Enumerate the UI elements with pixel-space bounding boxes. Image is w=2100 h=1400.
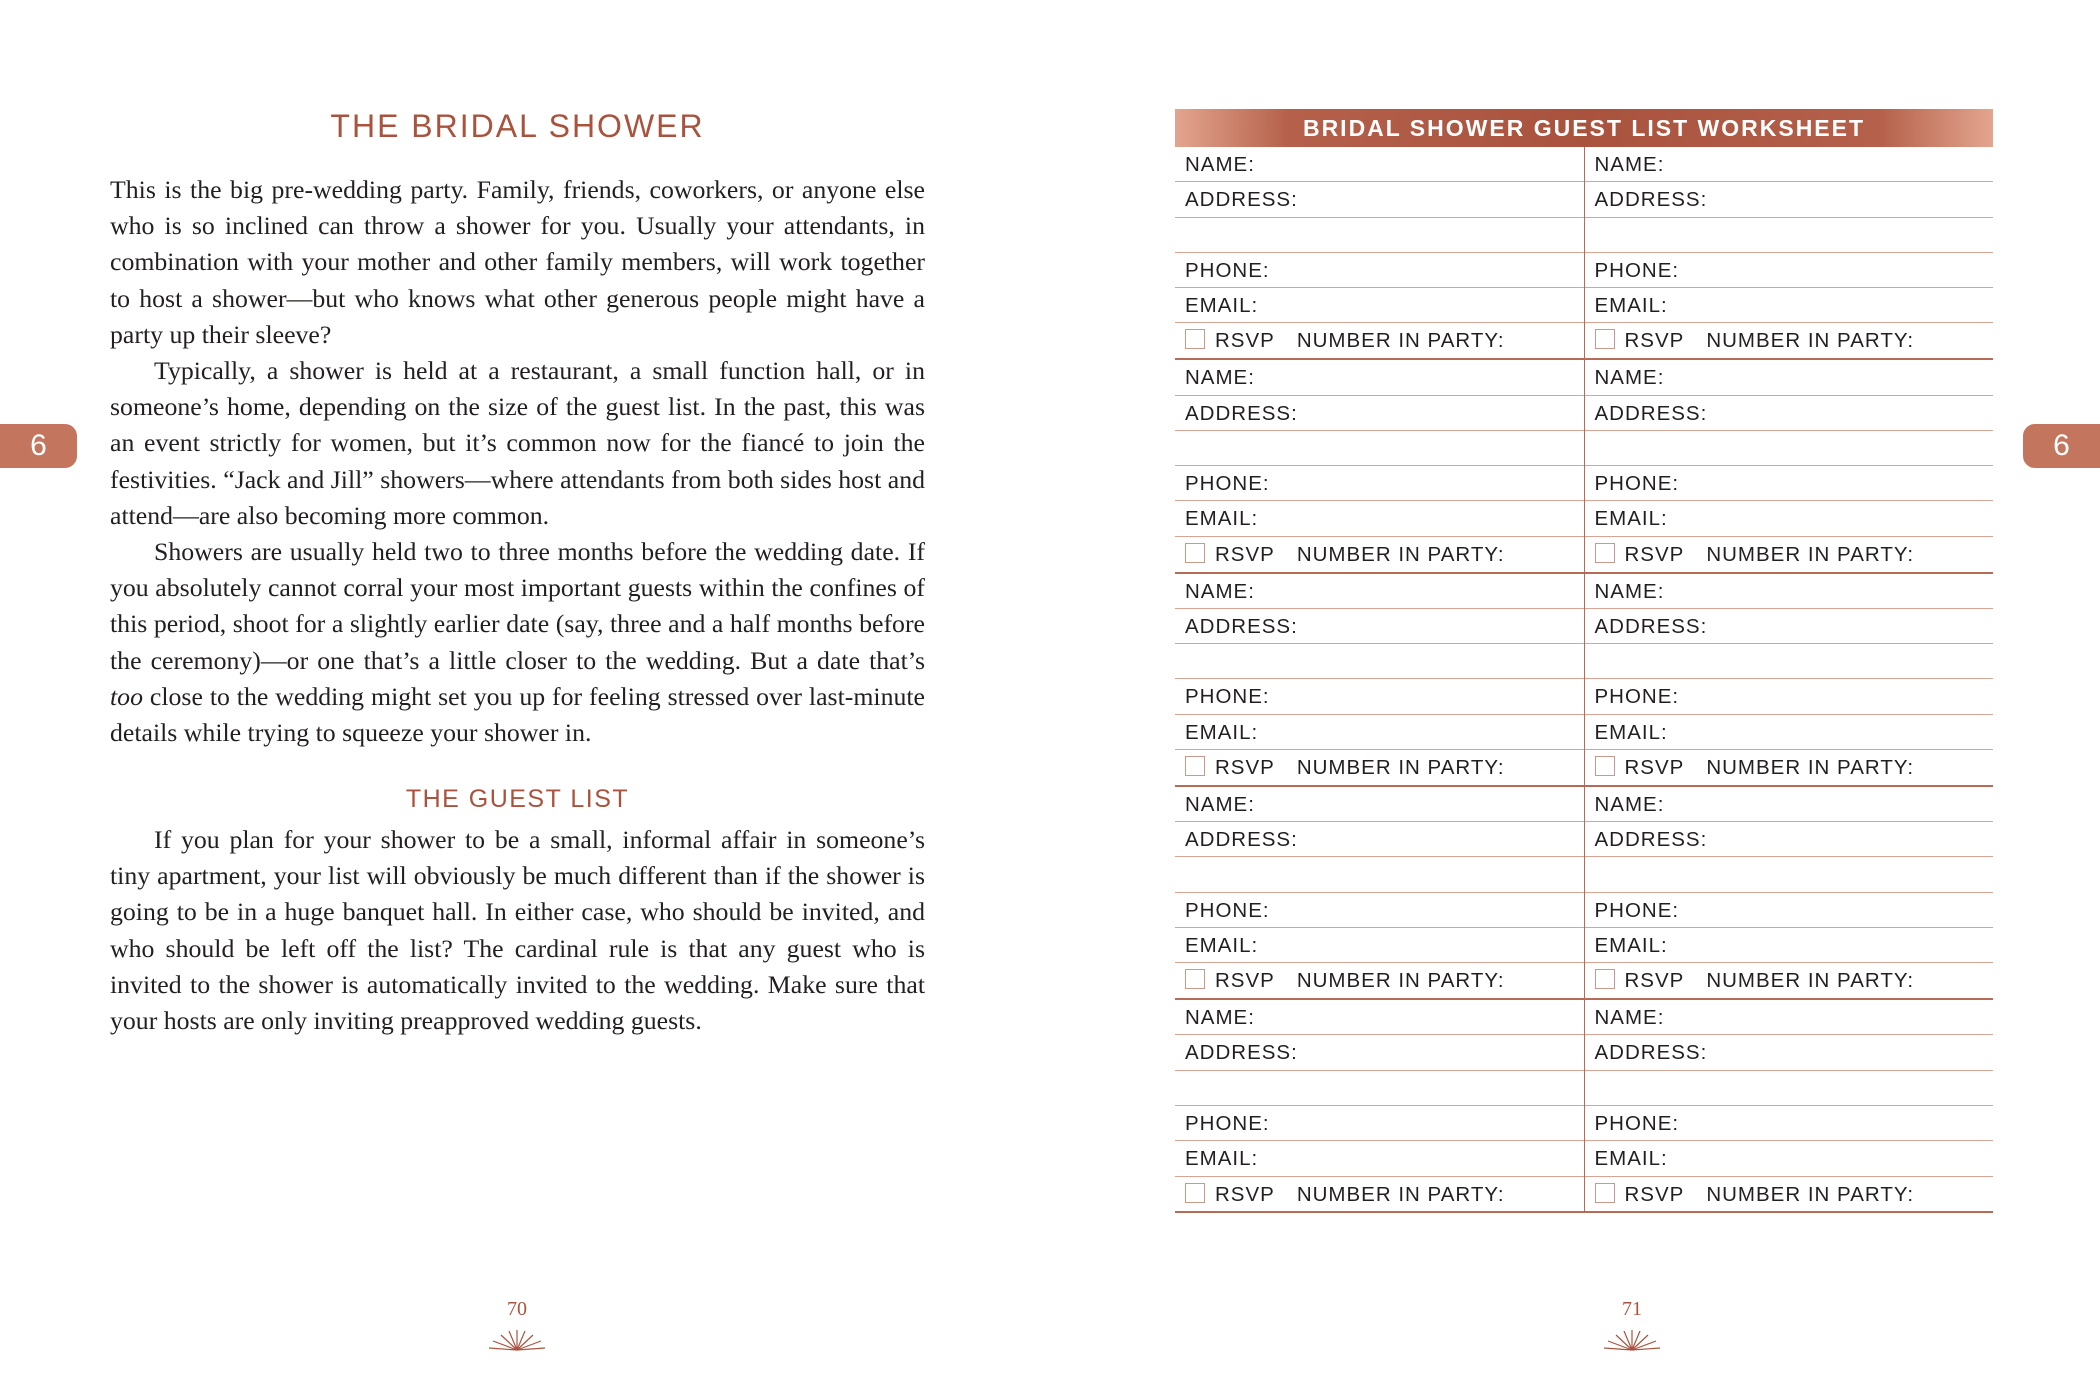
guest-address-field[interactable]: ADDRESS: [1175, 182, 1584, 217]
number-in-party-field[interactable]: NUMBER IN PARTY: [1296, 756, 1505, 780]
guest-entry [1585, 574, 1994, 787]
paragraph: Typically, a shower is held at a restaurant, a small function hall, or in someone’s home, depending on the size of the guest list. In the past, this was an event strictly for women, but it’s common now for the fiancé to join the festivities. “Jack and Jill” showers—where attendants from both sides host and attend—are also becoming more common. [110, 356, 925, 530]
number-in-party-field[interactable]: NUMBER IN PARTY: [1706, 756, 1915, 780]
guest-rsvp-row [1175, 323, 1584, 360]
guest-entry [1175, 787, 1584, 1000]
guest-rsvp-row [1175, 1177, 1584, 1214]
guest-phone-field[interactable]: PHONE: [1175, 466, 1584, 501]
guest-entry [1175, 1000, 1584, 1213]
number-in-party-field[interactable]: NUMBER IN PARTY: [1296, 329, 1505, 353]
guest-name-field[interactable]: NAME: [1585, 1000, 1994, 1035]
guest-list-text [110, 822, 925, 1039]
guest-rsvp-row [1585, 323, 1994, 360]
number-in-party-field[interactable]: NUMBER IN PARTY: [1296, 542, 1505, 566]
worksheet-column [1175, 147, 1584, 1213]
guest-address-line-2[interactable] [1585, 1071, 1994, 1106]
guest-address-field[interactable]: ADDRESS: [1585, 822, 1994, 857]
guest-entry [1175, 360, 1584, 573]
guest-address-field[interactable]: ADDRESS: [1585, 396, 1994, 431]
guest-name-field[interactable]: NAME: [1175, 147, 1584, 182]
guest-phone-field[interactable]: PHONE: [1175, 1106, 1584, 1141]
emphasis: too [110, 681, 143, 711]
rsvp-label: RSVP [1215, 542, 1275, 566]
rsvp-checkbox[interactable] [1595, 329, 1615, 349]
guest-address-line-2[interactable] [1585, 644, 1994, 679]
guest-email-field[interactable]: EMAIL: [1585, 928, 1994, 963]
guest-email-field[interactable]: EMAIL: [1175, 715, 1584, 750]
guest-email-field[interactable]: EMAIL: [1585, 1141, 1994, 1176]
guest-address-line-2[interactable] [1175, 857, 1584, 892]
guest-rsvp-row [1175, 963, 1584, 1000]
rsvp-label: RSVP [1624, 1182, 1685, 1206]
rsvp-label: RSVP [1624, 329, 1685, 353]
guest-list-worksheet [1175, 109, 1993, 1213]
rsvp-checkbox[interactable] [1185, 329, 1205, 349]
page-number: 71 [1622, 1298, 1642, 1320]
guest-phone-field[interactable]: PHONE: [1585, 893, 1994, 928]
chapter-tab: 6 [0, 424, 77, 468]
guest-name-field[interactable]: NAME: [1175, 360, 1584, 395]
rsvp-label: RSVP [1215, 329, 1275, 353]
guest-name-field[interactable]: NAME: [1585, 787, 1994, 822]
guest-name-field[interactable]: NAME: [1175, 1000, 1584, 1035]
rsvp-label: RSVP [1624, 756, 1685, 780]
guest-name-field[interactable]: NAME: [1175, 787, 1584, 822]
rsvp-checkbox[interactable] [1185, 969, 1205, 989]
paragraph: Showers are usually held two to three months before the wedding date. If you absolutely cannot corral your most important guests within the confines of this period, shoot for a slightly earlier date (say, three and a half months before the ceremony)—or one that’s a little closer to the wedding. But a date that’s too close to the wedding might set you up for feeling stressed over last-minute details while trying to squeeze your shower in. [110, 537, 925, 748]
right-page [1050, 0, 2100, 1400]
guest-entry [1585, 360, 1994, 573]
guest-address-field[interactable]: ADDRESS: [1175, 822, 1584, 857]
guest-phone-field[interactable]: PHONE: [1585, 1106, 1994, 1141]
page-title: THE BRIDAL SHOWER [330, 108, 705, 144]
guest-rsvp-row [1175, 537, 1584, 574]
number-in-party-field[interactable]: NUMBER IN PARTY: [1706, 969, 1915, 993]
guest-rsvp-row [1585, 1177, 1994, 1214]
guest-address-field[interactable]: ADDRESS: [1175, 396, 1584, 431]
number-in-party-field[interactable]: NUMBER IN PARTY: [1706, 1182, 1915, 1206]
guest-name-field[interactable]: NAME: [1585, 147, 1994, 182]
guest-entry [1175, 574, 1584, 787]
intro-text [110, 172, 925, 751]
guest-address-field[interactable]: ADDRESS: [1175, 1035, 1584, 1070]
guest-phone-field[interactable]: PHONE: [1585, 679, 1994, 714]
rsvp-checkbox[interactable] [1185, 543, 1205, 563]
guest-address-line-2[interactable] [1175, 644, 1584, 679]
guest-entry [1175, 147, 1584, 360]
guest-phone-field[interactable]: PHONE: [1585, 466, 1994, 501]
guest-entry [1585, 787, 1994, 1000]
guest-rsvp-row [1175, 750, 1584, 787]
guest-email-field[interactable]: EMAIL: [1175, 928, 1584, 963]
page-number: 70 [507, 1298, 527, 1320]
guest-address-line-2[interactable] [1585, 218, 1994, 253]
rsvp-label: RSVP [1215, 969, 1275, 993]
guest-phone-field[interactable]: PHONE: [1175, 253, 1584, 288]
rsvp-label: RSVP [1215, 756, 1275, 780]
guest-address-field[interactable]: ADDRESS: [1585, 1035, 1994, 1070]
guest-rsvp-row [1585, 750, 1994, 787]
worksheet-column [1584, 147, 1994, 1213]
guest-address-field[interactable]: ADDRESS: [1175, 609, 1584, 644]
number-in-party-field[interactable]: NUMBER IN PARTY: [1706, 542, 1915, 566]
worksheet-grid [1175, 147, 1993, 1213]
guest-phone-field[interactable]: PHONE: [1175, 893, 1584, 928]
guest-address-line-2[interactable] [1585, 857, 1994, 892]
guest-address-field[interactable]: ADDRESS: [1585, 182, 1994, 217]
chapter-tab: 6 [2023, 424, 2100, 468]
guest-email-field[interactable]: EMAIL: [1585, 715, 1994, 750]
guest-address-line-2[interactable] [1175, 1071, 1584, 1106]
number-in-party-field[interactable]: NUMBER IN PARTY: [1706, 329, 1915, 353]
guest-email-field[interactable]: EMAIL: [1585, 288, 1994, 323]
number-in-party-field[interactable]: NUMBER IN PARTY: [1296, 969, 1505, 993]
section-heading: THE GUEST LIST [405, 785, 630, 813]
rsvp-checkbox[interactable] [1595, 543, 1615, 563]
guest-address-line-2[interactable] [1175, 431, 1584, 466]
guest-address-field[interactable]: ADDRESS: [1585, 609, 1994, 644]
paragraph: This is the big pre-wedding party. Family, friends, coworkers, or anyone else who is so inclined can throw a shower for you. Usually your attendants, in combination with your mother and other family members, will work together to host a shower—but who knows what other generous people might have a party up their sleeve? [110, 175, 925, 349]
guest-name-field[interactable]: NAME: [1175, 574, 1584, 609]
rsvp-label: RSVP [1215, 1182, 1275, 1206]
number-in-party-field[interactable]: NUMBER IN PARTY: [1296, 1182, 1505, 1206]
guest-phone-field[interactable]: PHONE: [1175, 679, 1584, 714]
guest-entry [1585, 1000, 1994, 1213]
guest-phone-field[interactable]: PHONE: [1585, 253, 1994, 288]
rsvp-checkbox[interactable] [1185, 1183, 1205, 1203]
guest-address-line-2[interactable] [1585, 431, 1994, 466]
rsvp-checkbox[interactable] [1595, 1183, 1615, 1203]
guest-rsvp-row [1585, 537, 1994, 574]
rsvp-label: RSVP [1624, 542, 1685, 566]
rsvp-checkbox[interactable] [1595, 756, 1615, 776]
worksheet-title: BRIDAL SHOWER GUEST LIST WORKSHEET [1175, 109, 1993, 147]
guest-email-field[interactable]: EMAIL: [1175, 1141, 1584, 1176]
guest-address-line-2[interactable] [1175, 218, 1584, 253]
guest-email-field[interactable]: EMAIL: [1585, 501, 1994, 536]
rsvp-checkbox[interactable] [1185, 756, 1205, 776]
guest-name-field[interactable]: NAME: [1585, 360, 1994, 395]
guest-name-field[interactable]: NAME: [1585, 574, 1994, 609]
guest-email-field[interactable]: EMAIL: [1175, 501, 1584, 536]
rsvp-checkbox[interactable] [1595, 969, 1615, 989]
guest-email-field[interactable]: EMAIL: [1175, 288, 1584, 323]
ornament-icon [487, 1326, 547, 1354]
rsvp-label: RSVP [1624, 969, 1685, 993]
guest-rsvp-row [1585, 963, 1994, 1000]
guest-entry [1585, 147, 1994, 360]
paragraph: If you plan for your shower to be a small, informal affair in someone’s tiny apartment, your list will obviously be much different than if the shower is going to be in a huge banquet hall. In either case, who should be invited, and who should be left off the list? The cardinal rule is that any guest who is invited to the shower is automatically invited to the wedding. Make sure that your hosts are only inviting preapproved wedding guests. [110, 825, 925, 1036]
ornament-icon [1602, 1326, 1662, 1354]
